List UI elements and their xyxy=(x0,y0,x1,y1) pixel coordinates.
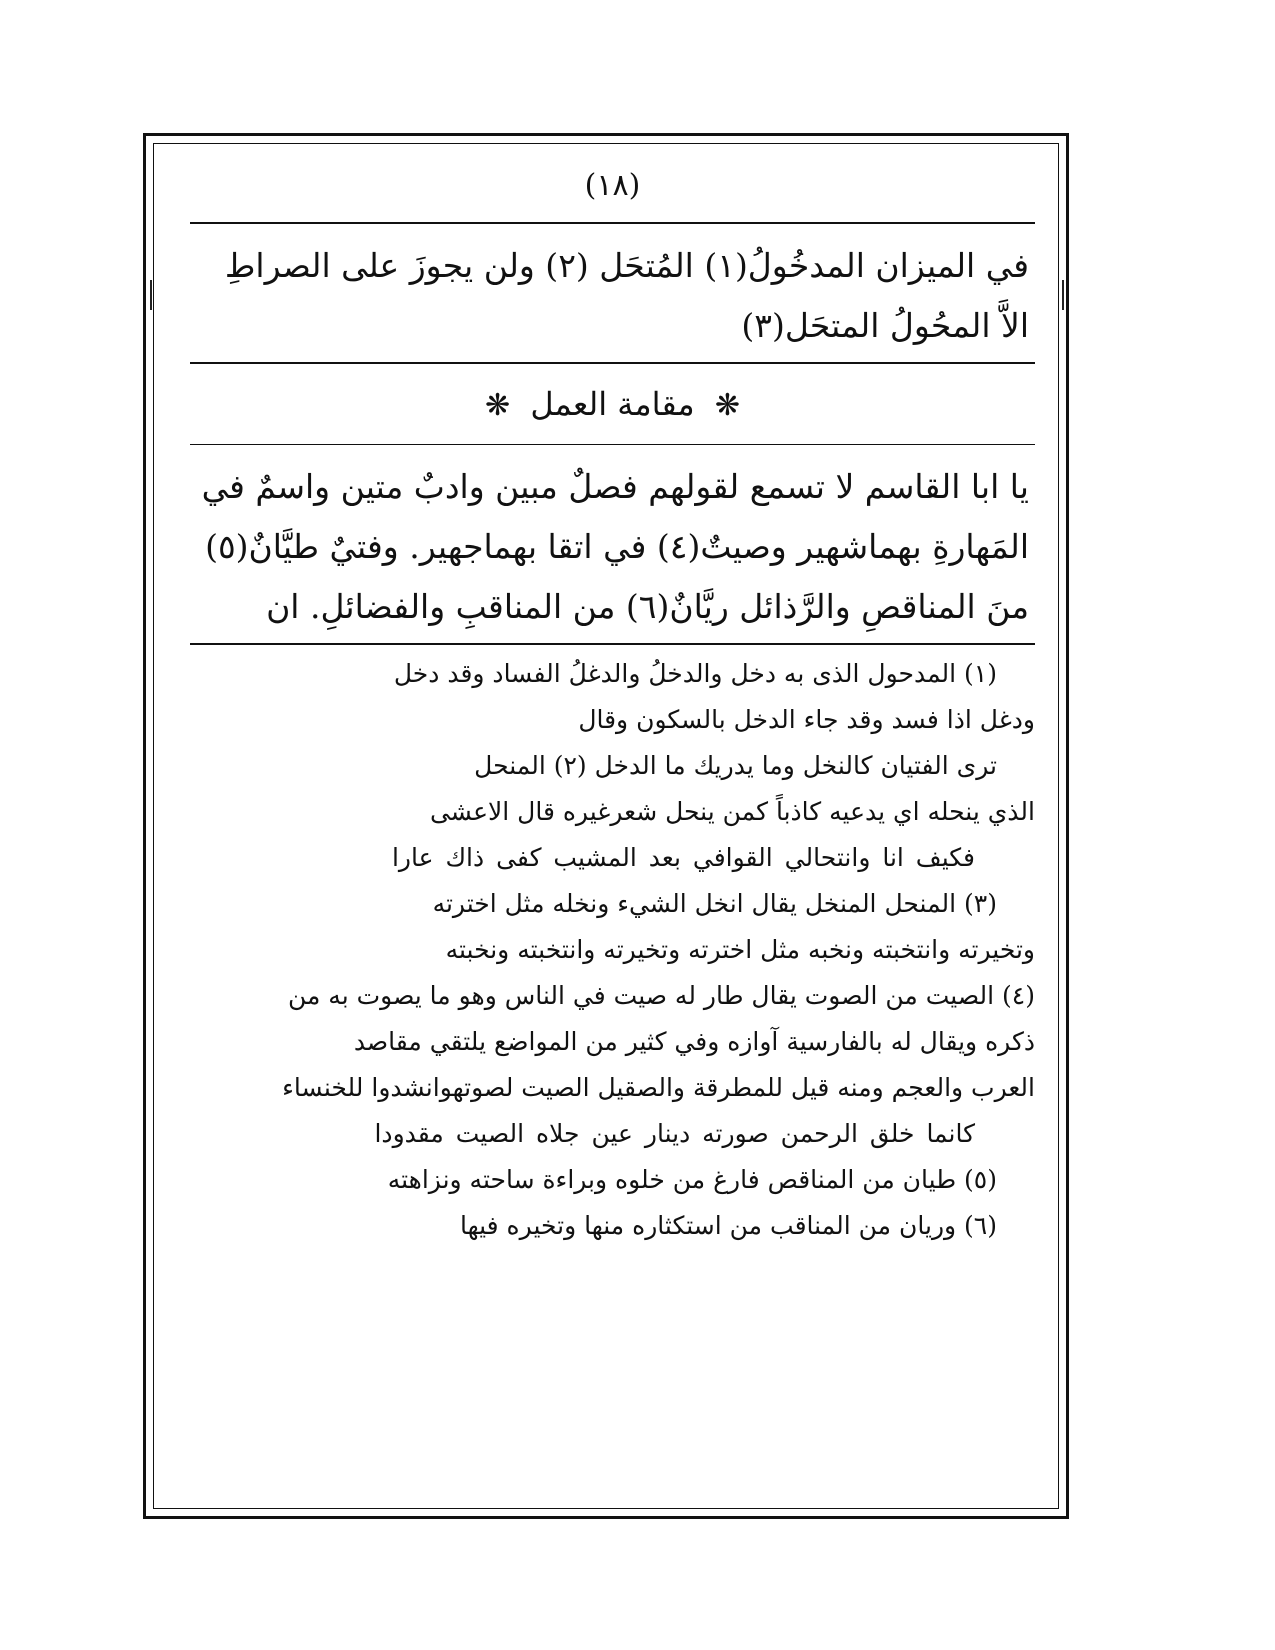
footnote-line: ذكره ويقال له بالفارسية آوازه وفي كثير من المواضع يلتقي مقاصد xyxy=(353,1027,1035,1056)
footnote-line: (١) المدحول الذى به دخل والدخلُ والدغلُ الفساد وقد دخل xyxy=(393,659,997,688)
footnote-line: ودغل اذا فسد وقد جاء الدخل بالسكون وقال xyxy=(578,705,1035,734)
intro-verse-line: في الميزان المدخُولُ(١) المُتحَل (٢) ولن يجوزَ على الصراطِ xyxy=(224,246,1029,285)
page-number: (١٨) xyxy=(584,168,641,203)
footnotes xyxy=(190,645,1035,1249)
footnote-line: (٦) وريان من المناقب من استكثاره منها وتخيره فيها xyxy=(459,1211,997,1240)
footnote-line: وتخيرته وانتخبته ونخبه مثل اخترته وتخيرته وانتخبته ونخبته xyxy=(445,935,1035,964)
main-text xyxy=(190,445,1035,643)
footnote-line: (٤) الصيت من الصوت يقال طار له صيت في الناس وهو ما يصوت به من xyxy=(287,981,1035,1010)
main-text-line: المَهارةِ بهماشهير وصيتٌ(٤) في اتقا بهماجهير. وفتيٌ طيَّانٌ(٥) xyxy=(205,527,1029,566)
footnote-line: كانما خلق الرحمن صورته دينار عين جلاه الصيت مقدودا xyxy=(374,1119,975,1148)
main-text-line: يا ابا القاسم لا تسمع لقولهم فصلٌ مبين وادبٌ متين واسمٌ في xyxy=(201,467,1029,506)
intro-verse xyxy=(190,224,1035,362)
border-tick-right xyxy=(150,280,152,310)
ornament-star-icon: ❋ xyxy=(714,388,740,423)
footnote-line: فكيف انا وانتحالي القوافي بعد المشيب كفى ذاك عارا xyxy=(391,843,975,872)
section-title: مقامة العمل xyxy=(530,385,695,423)
footnote-line: الذي ينحله اي يدعيه كاذباً كمن ينحل شعرغيره قال الاعشى xyxy=(429,797,1035,826)
footnote-line: العرب والعجم ومنه قيل للمطرقة والصقيل الصيت لصوتهوانشدوا للخنساء xyxy=(282,1073,1035,1102)
intro-verse-line: الاَّ المحُولُ المتحَل(٣) xyxy=(741,306,1029,345)
ornament-star-icon: ❋ xyxy=(485,388,511,423)
footnote-line: (٣) المنحل المنخل يقال انخل الشيء ونخله مثل اخترته xyxy=(432,889,997,918)
footnote-line: ترى الفتيان كالنخل وما يدريك ما الدخل (٢) المنحل xyxy=(474,751,997,780)
main-text-line: منَ المناقصِ والرَّذائل ريَّانٌ(٦) من المناقبِ والفضائلِ. ان xyxy=(266,587,1029,626)
border-tick-left xyxy=(1062,280,1064,310)
footnote-line: (٥) طيان من المناقص فارغ من خلوه وبراءة ساحته ونزاهته xyxy=(387,1165,997,1194)
page-content xyxy=(190,150,1035,1249)
section-heading xyxy=(190,364,1035,444)
